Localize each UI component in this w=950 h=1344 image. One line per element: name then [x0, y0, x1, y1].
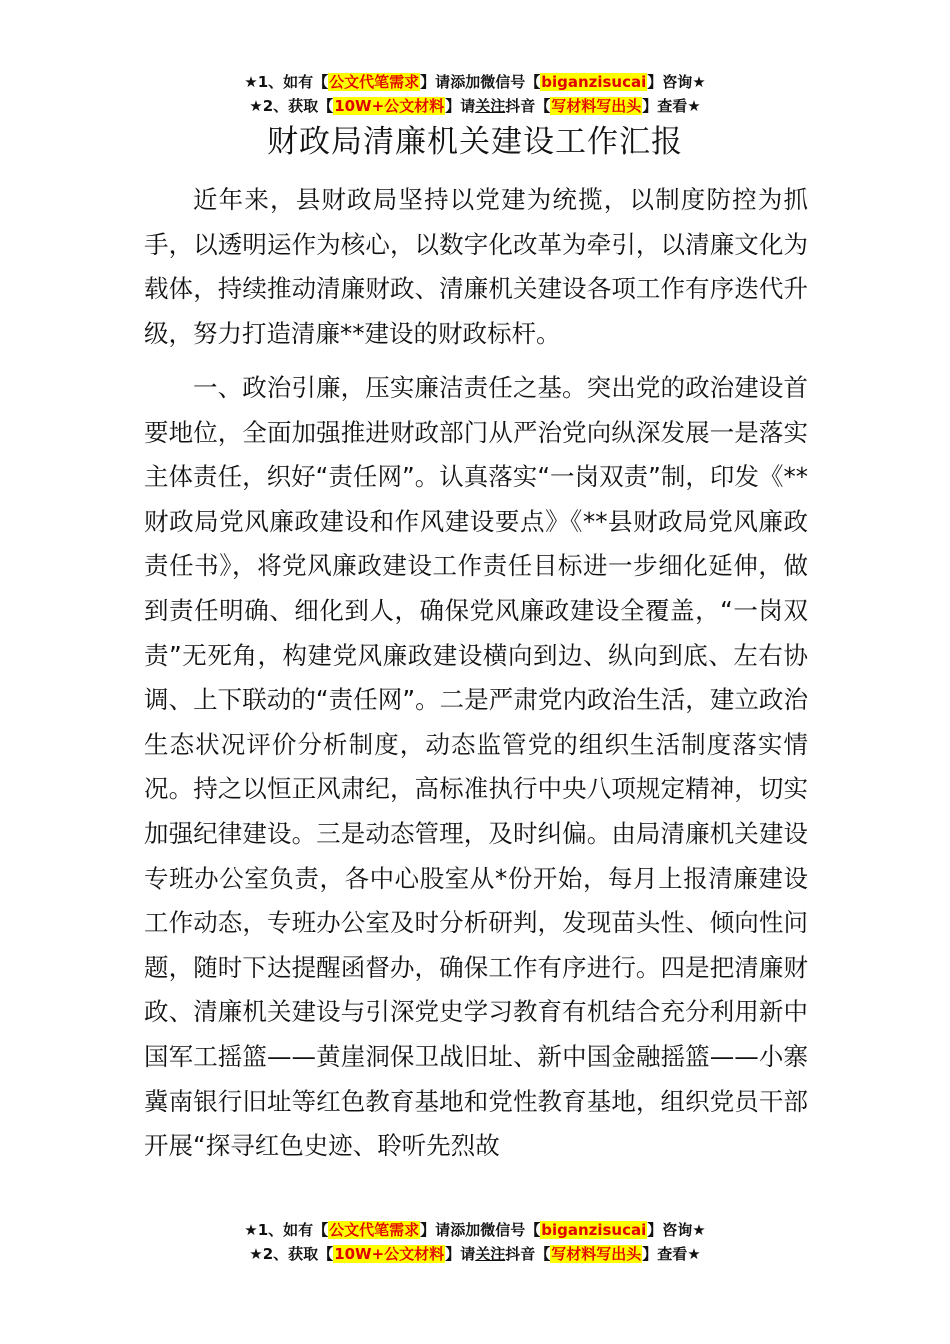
- highlight-wechat-id: biganzisucai: [541, 1221, 647, 1239]
- top-banner: [0, 70, 950, 118]
- highlight-douyin-account: 写材料写出头: [551, 97, 642, 115]
- highlight-wechat-id: biganzisucai: [541, 73, 647, 91]
- highlight-douyin-account: 写材料写出头: [551, 1245, 642, 1263]
- document-title: 财政局清廉机关建设工作汇报: [267, 124, 683, 160]
- paragraph-section-1: 一、政治引廉，压实廉洁责任之基。突出党的政治建设首要地位，全面加强推进财政部门从严治党向纵深发展一是落实主体责任，织好“责任网”。认真落实“一岗双责”制，印发《**财政局党风廉政建设和作风建设要点》《**县财政局党风廉政责任书》，将党风廉政建设工作责任目标进一步细化延伸，做到责任明确、细化到人，确保党风廉政建设全覆盖，“一岗双责”无死角，构建党风廉政建设横向到边、纵向到底、左右协调、上下联动的“责任网”。二是严肃党内政治生活，建立政治生态状况评价分析制度，动态监管党的组织生活制度落实情况。持之以恒正风肃纪，高标准执行中央八项规定精神，切实加强纪律建设。三是动态管理，及时纠偏。由局清廉机关建设专班办公室负责，各中心股室从*份开始，每月上报清廉建设工作动态，专班办公室及时分析研判，发现苗头性、倾向性问题，随时下达提醒函督办，确保工作有序进行。四是把清廉财政、清廉机关建设与引深党史学习教育有机结合充分利用新中国军工摇篮——黄崖洞保卫战旧址、新中国金融摇篮——小寨冀南银行旧址等红色教育基地和党性教育基地，组织党员干部开展“探寻红色史迹、聆听先烈故: [144, 373, 808, 1161]
- highlight-materials: 10W+公文材料: [334, 1245, 445, 1263]
- highlight-service: 公文代笔需求: [329, 73, 420, 91]
- banner-line-1: ★1、如有【公文代笔需求】请添加微信号【biganzisucai】咨询★: [244, 1221, 706, 1239]
- paragraph-intro: 近年来，县财政局坚持以党建为统揽，以制度防控为抓手，以透明运作为核心，以数字化改革为牵引，以清廉文化为载体，持续推动清廉财政、清廉机关建设各项工作有序迭代升级，努力打造清廉**建设的财政标杆。: [144, 185, 808, 348]
- highlight-materials: 10W+公文材料: [334, 97, 445, 115]
- banner-line-1: ★1、如有【公文代笔需求】请添加微信号【biganzisucai】咨询★: [244, 73, 706, 91]
- banner-line-2: ★2、获取【10W+公文材料】请关注抖音【写材料写出头】查看★: [249, 97, 701, 115]
- bottom-banner: [0, 1218, 950, 1266]
- highlight-service: 公文代笔需求: [329, 1221, 420, 1239]
- banner-line-2: ★2、获取【10W+公文材料】请关注抖音【写材料写出头】查看★: [249, 1245, 701, 1263]
